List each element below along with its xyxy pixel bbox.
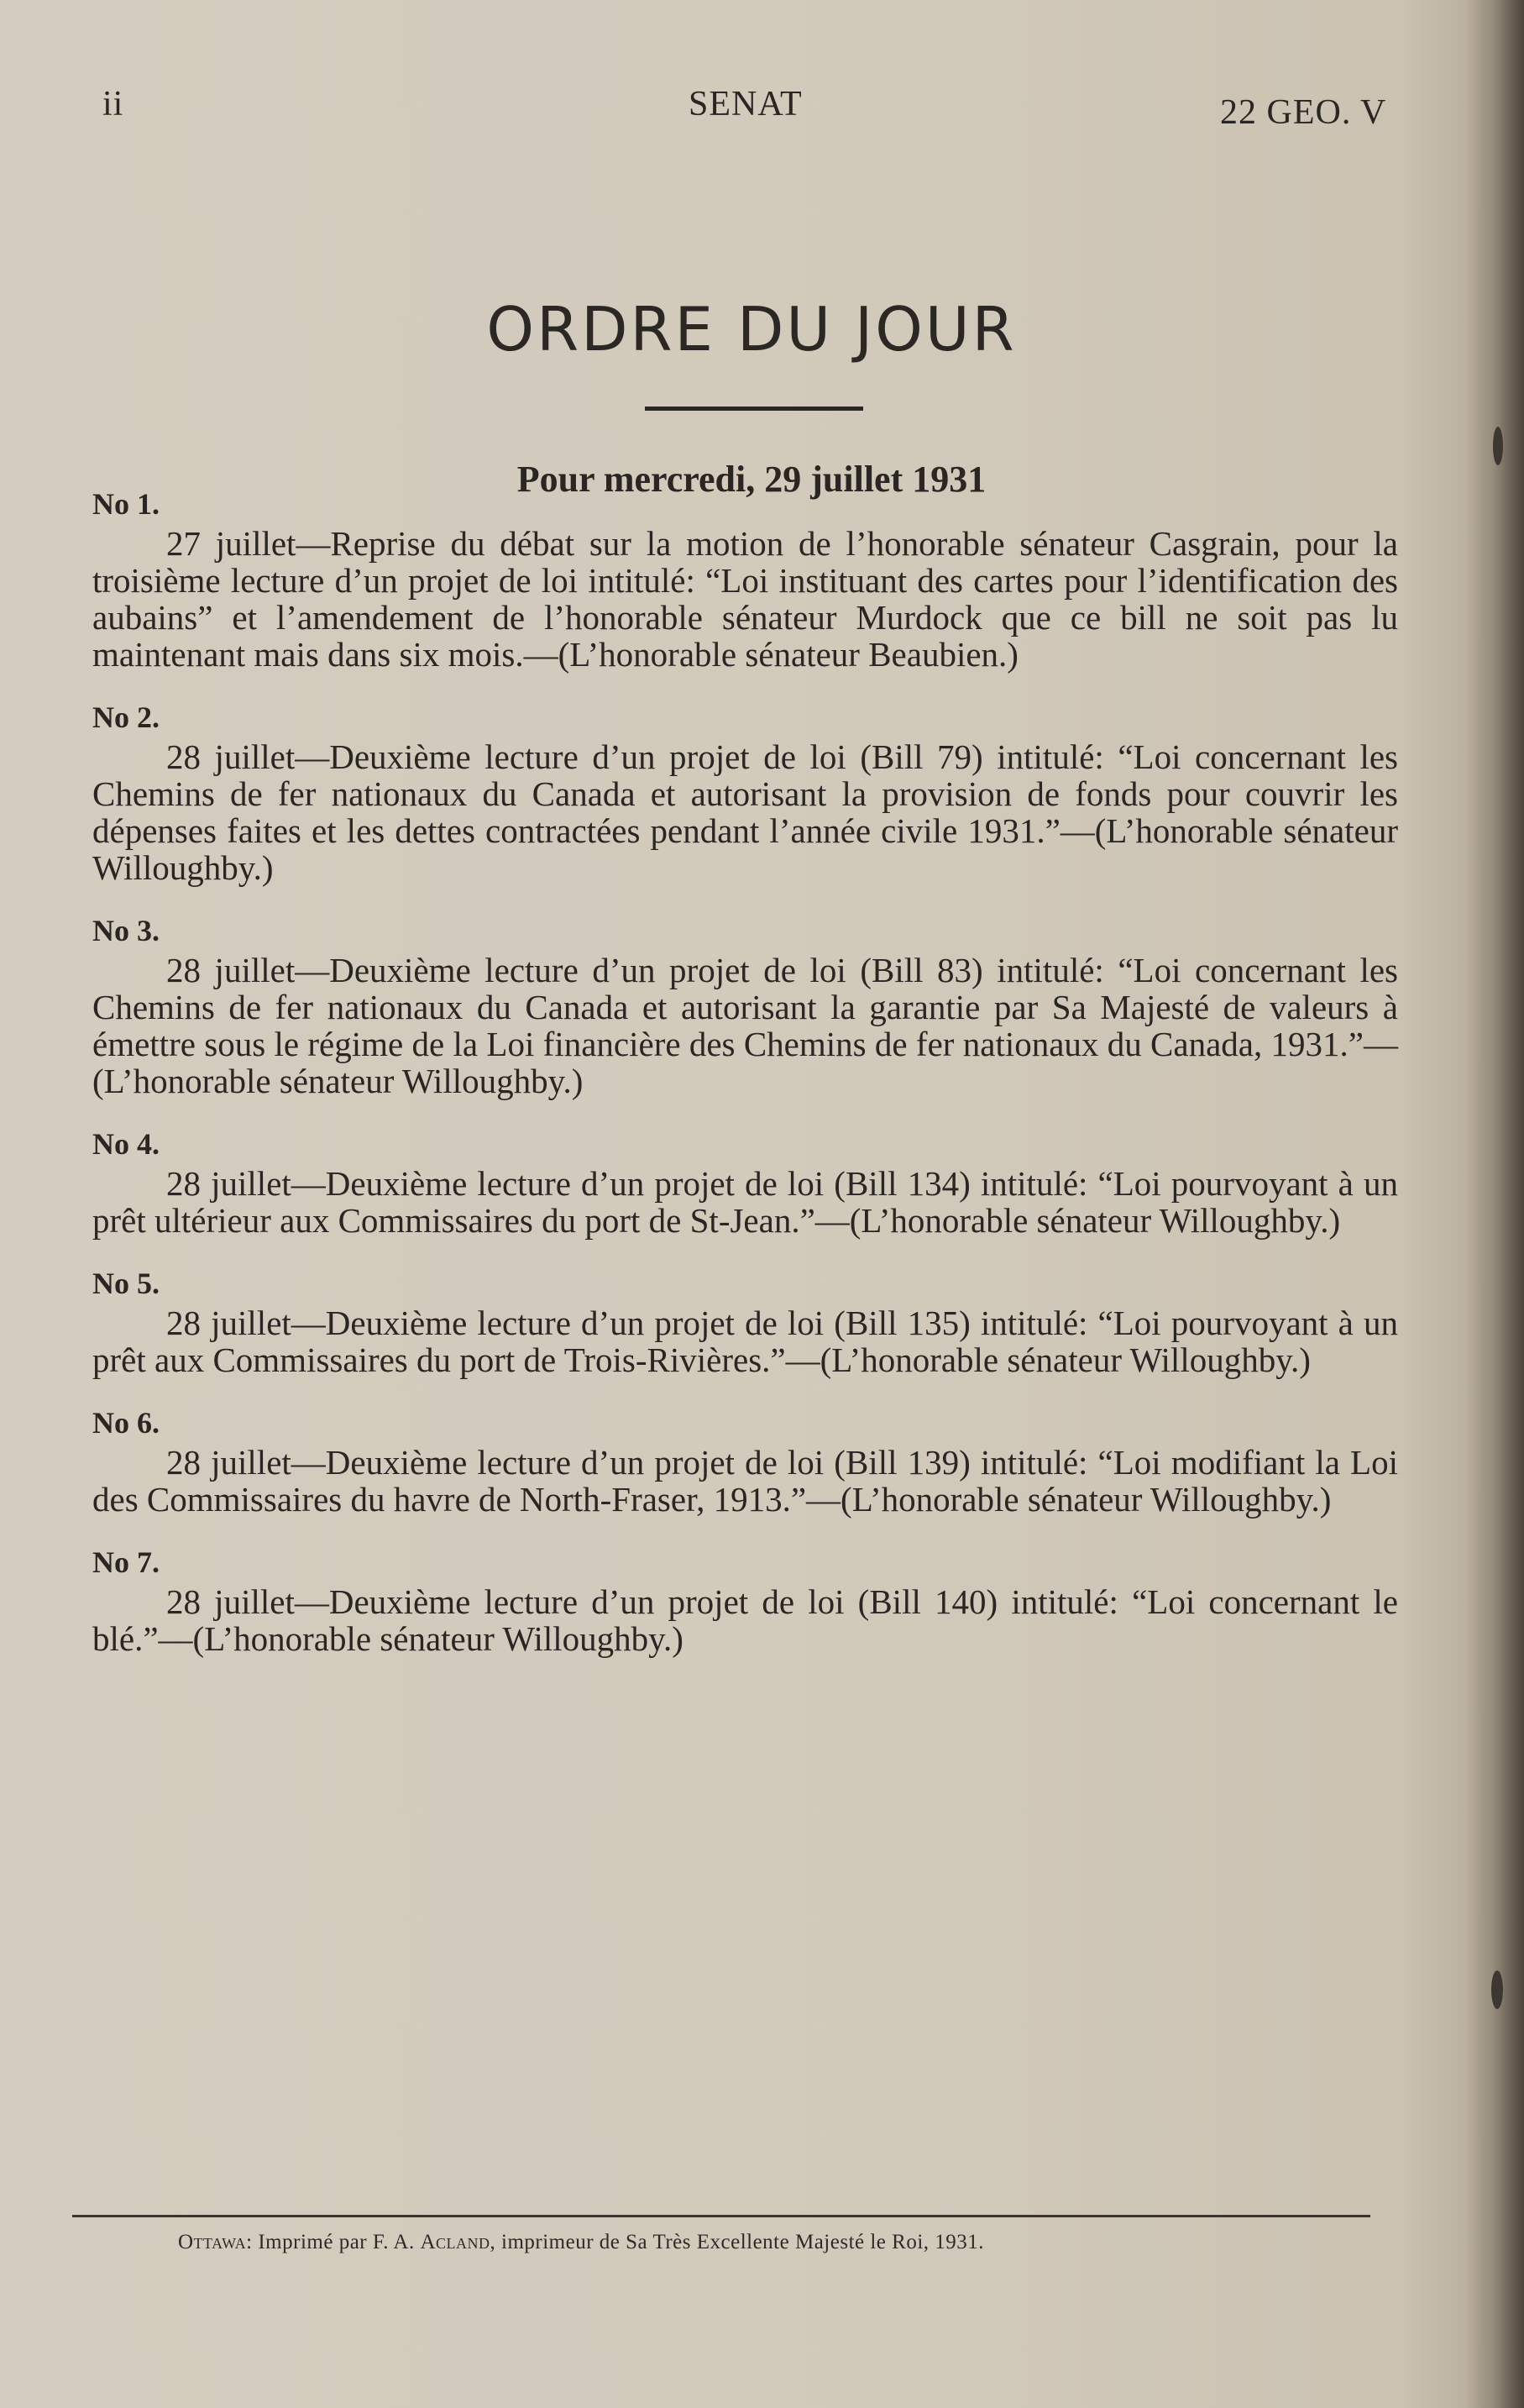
order-item — [92, 910, 1398, 1099]
item-text: 28 juillet—Deuxième lecture d’un projet de loi (Bill 134) intitulé: “Loi pourvoyant à un prêt ultérieur aux Commissaires du port de St-Jean.”—(L’honorable sénateur Willoughby.) — [92, 1164, 1398, 1240]
page-number: ii — [102, 85, 124, 123]
item-text: 28 juillet—Deuxième lecture d’un projet de loi (Bill 79) intitulé: “Loi concernant les Chemins de fer nationaux du Canada et autorisant la provision de fonds pour couvrir les dépenses faites et les dettes contractées pendant l’année civile 1931.”—(L’honorable sénateur Willoughby.) — [92, 737, 1398, 887]
binding-hole-mark — [1491, 1970, 1503, 2009]
order-items — [92, 483, 1398, 1681]
order-item — [92, 1541, 1398, 1657]
order-item — [92, 1262, 1398, 1378]
imprint-printer-name: Acland, — [420, 2231, 496, 2253]
printer-imprint — [178, 2231, 1387, 2254]
order-item — [92, 1402, 1398, 1518]
item-number: No 1. — [92, 487, 160, 521]
order-item — [92, 483, 1398, 673]
date-heading: Pour mercredi, 29 juillet 1931 — [516, 459, 987, 500]
order-item — [92, 1123, 1398, 1239]
item-text: 28 juillet—Deuxième lecture d’un projet de loi (Bill 140) intitulé: “Loi concernant le blé.”—(L’honorable sénateur Willoughby.) — [92, 1582, 1398, 1658]
imprint-printed-by: Imprimé par F. A. — [258, 2231, 415, 2253]
item-number: No 3. — [92, 914, 160, 947]
item-number: No 6. — [92, 1406, 160, 1440]
item-text: 27 juillet—Reprise du débat sur la motion de l’honorable sénateur Casgrain, pour la troisième lecture d’un projet de loi intitulé: “Loi instituant des cartes pour l’identification des aubains” et l’amendement de l’honorable sénateur Murdock que ce bill ne soit pas lu maintenant mais dans six mois.—(L’honorable sénateur Beaubien.) — [92, 524, 1398, 674]
item-text: 28 juillet—Deuxième lecture d’un projet de loi (Bill 135) intitulé: “Loi pourvoyant à un prêt aux Commissaires du port de Trois-Rivières.”—(L’honorable sénateur Willoughby.) — [92, 1304, 1398, 1379]
item-text: 28 juillet—Deuxième lecture d’un projet de loi (Bill 83) intitulé: “Loi concernant les Chemins de fer nationaux du Canada et autorisant la garantie par Sa Majesté de valeurs à émettre sous le régime de la Loi financière des Chemins de fer nationaux du Canada, 1931.”—(L’honorable sénateur Willoughby.) — [92, 951, 1398, 1100]
item-number: No 2. — [92, 700, 160, 734]
header-regnal-year: 22 GEO. V — [1220, 93, 1387, 132]
page-title: ORDRE DU JOUR — [486, 294, 1017, 365]
item-number: No 4. — [92, 1127, 160, 1161]
header-senat: SENAT — [689, 85, 803, 123]
item-number: No 7. — [92, 1545, 160, 1579]
footer-rule — [72, 2215, 1370, 2217]
title-rule — [645, 407, 863, 411]
imprint-place: Ottawa: — [178, 2231, 253, 2253]
imprint-rest: imprimeur de Sa Très Excellente Majesté le Roi, 1931. — [501, 2231, 985, 2253]
running-header — [0, 84, 1524, 134]
item-text: 28 juillet—Deuxième lecture d’un projet de loi (Bill 139) intitulé: “Loi modifiant la Loi des Commissaires du havre de North-Fraser, 1913.”—(L’honorable sénateur Willoughby.) — [92, 1443, 1398, 1519]
item-number: No 5. — [92, 1267, 160, 1300]
order-item — [92, 696, 1398, 886]
